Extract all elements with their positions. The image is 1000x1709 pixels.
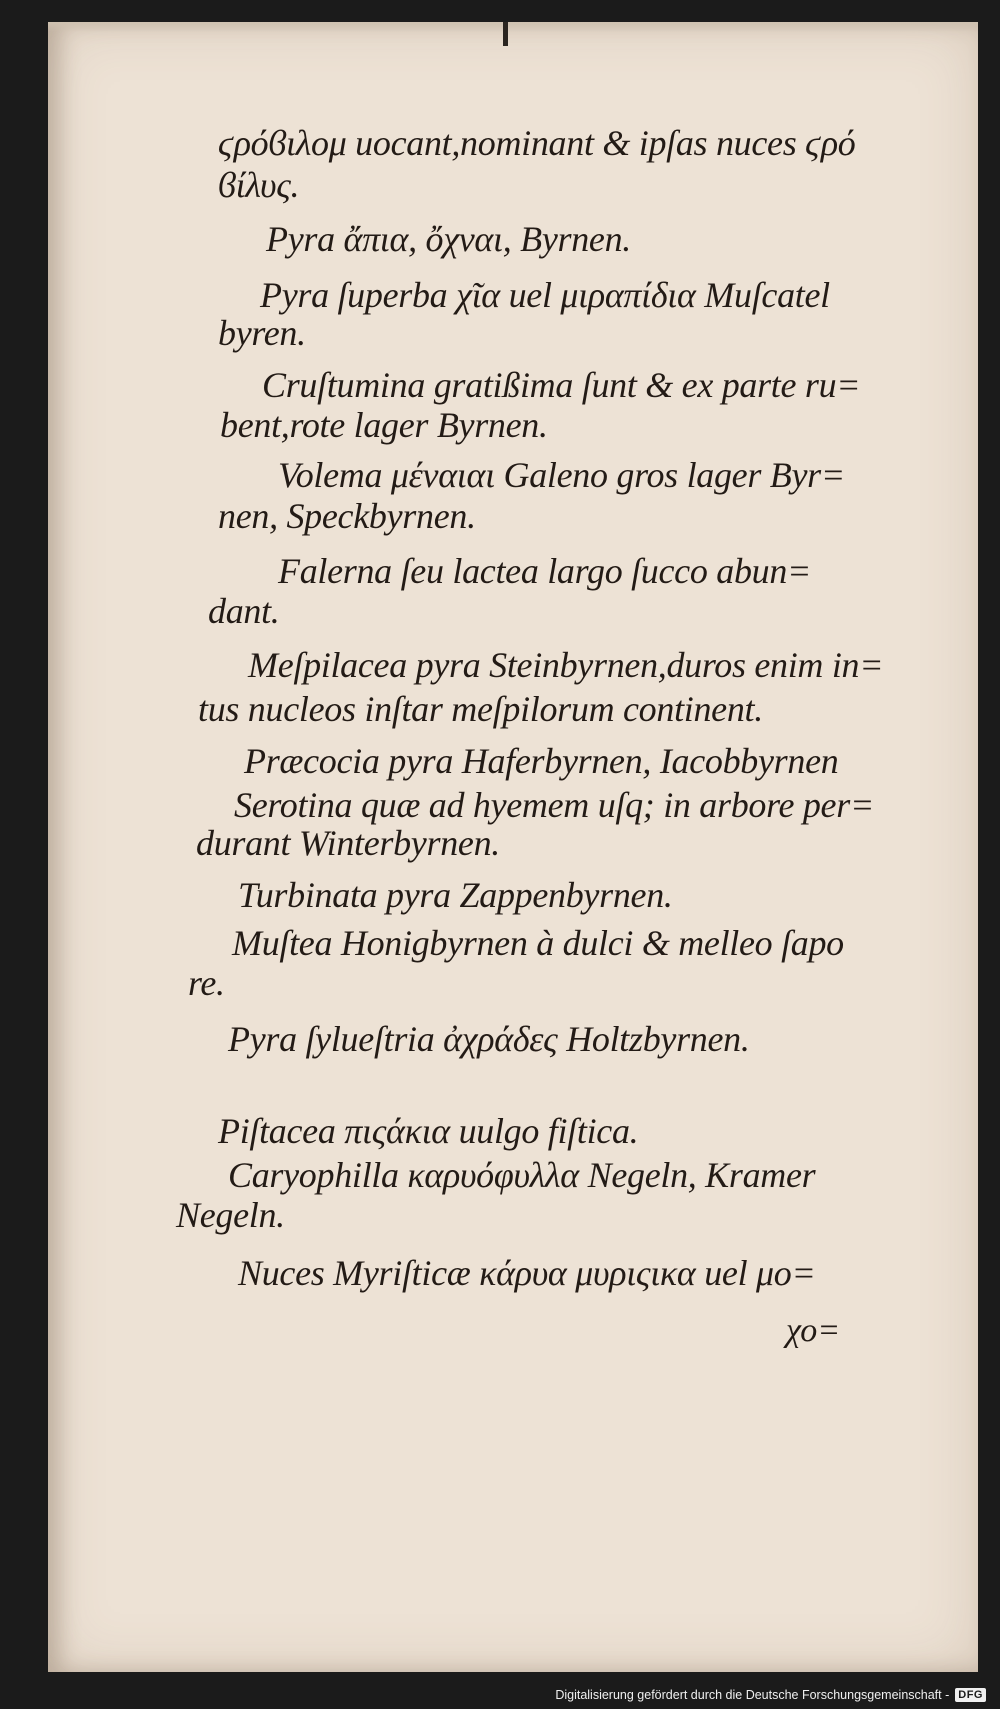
book-page xyxy=(48,22,978,1672)
text-line: Nuces Myriſticæ κάρυα μυριςικα uel μο= xyxy=(238,1253,816,1293)
text-line: bent,rote lager Byrnen. xyxy=(220,405,548,445)
binding-mark xyxy=(503,22,508,46)
catchword: χο= xyxy=(786,1312,841,1349)
text-line: nen, Speckbyrnen. xyxy=(218,496,476,536)
text-line: re. xyxy=(188,963,225,1003)
text-line: Negeln. xyxy=(176,1195,285,1235)
text-line: Volema μέναιαι Galeno gros lager Byr= xyxy=(278,455,845,495)
text-line: Pyra ſylueſtria ἀχράδες Holtzbyrnen. xyxy=(228,1019,750,1059)
text-line: ϐίλυς. xyxy=(218,165,300,205)
page-top-edge xyxy=(48,22,978,32)
text-line: Piſtacea πιςάκια uulgo fiſtica. xyxy=(218,1111,639,1151)
text-line: Pyra ἄπια, ὄχναι, Byrnen. xyxy=(266,219,631,259)
digitization-footer xyxy=(555,1685,986,1705)
text-line: Caryophilla καρυόφυλλα Negeln, Kramer xyxy=(228,1155,816,1195)
text-line: Turbinata pyra Zappenbyrnen. xyxy=(238,875,673,915)
text-line: Falerna ſeu lactea largo ſucco abun= xyxy=(278,551,812,591)
text-line: Serotina quæ ad hyemem uſq; in arbore per= xyxy=(234,785,874,825)
text-line: Meſpilacea pyra Steinbyrnen,duros enim in= xyxy=(248,645,884,685)
text-line: ϛρόϐιλομ uocant,nominant & ipſas nuces ϛρό xyxy=(218,123,856,163)
text-line: Cruſtumina gratißima ſunt & ex parte ru= xyxy=(262,365,861,405)
footer-credit: Digitalisierung gefördert durch die Deutsche Forschungsgemeinschaft - xyxy=(555,1688,950,1702)
text-line: Præcocia pyra Haferbyrnen, Iacobbyrnen xyxy=(244,741,839,781)
text-line: dant. xyxy=(208,591,280,631)
text-line: byren. xyxy=(218,313,306,353)
dfg-logo-icon: DFG xyxy=(955,1688,986,1702)
text-line: Pyra ſuperba χῖα uel μιραπίδια Muſcatel xyxy=(260,275,830,315)
text-line: tus nucleos inſtar meſpilorum continent. xyxy=(198,689,763,729)
text-line: Muſtea Honigbyrnen à dulci & melleo ſapo xyxy=(232,923,844,963)
text-line: durant Winterbyrnen. xyxy=(196,823,500,863)
